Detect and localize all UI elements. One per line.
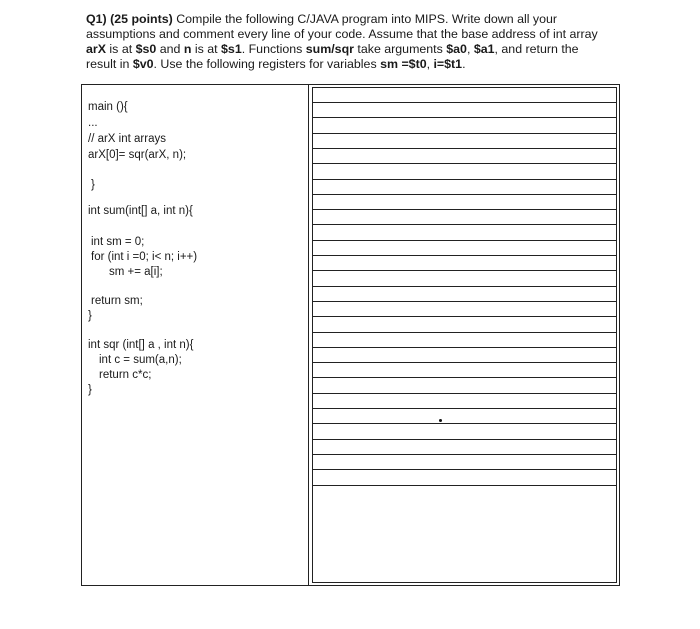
answer-rule-line	[313, 179, 616, 180]
code-line: // arX int arrays	[88, 133, 166, 145]
code-line: return c*c;	[99, 369, 152, 381]
code-line: return sm;	[91, 295, 143, 307]
answer-rule-line	[313, 286, 616, 287]
answer-rule-line	[313, 377, 616, 378]
answer-rule-line	[313, 439, 616, 440]
code-line: arX[0]= sqr(arX, n);	[88, 149, 187, 161]
question-line-2: assumptions and comment every line of your code. Assume that the base address of int array	[86, 27, 598, 41]
answer-rule-line	[313, 469, 616, 470]
question-label: Q1) (25 points)	[86, 12, 173, 26]
code-line: int sum(int[] a, int n){	[88, 205, 193, 217]
answer-rule-line	[313, 224, 616, 225]
answer-lines-box	[312, 87, 617, 583]
question-line-4: result in $v0. Use the following registers for variables sm =$t0, i=$t1.	[86, 57, 466, 71]
answer-column	[309, 85, 618, 585]
answer-rule-line	[313, 347, 616, 348]
code-line: main (){	[88, 101, 128, 113]
answer-rule-line	[313, 148, 616, 149]
code-line: int c = sum(a,n);	[99, 354, 182, 366]
answer-rule-line	[313, 163, 616, 164]
answer-rule-line	[313, 393, 616, 394]
code-line: }	[91, 179, 95, 191]
answer-rule-line	[313, 332, 616, 333]
answer-rule-line	[313, 255, 616, 256]
question-line-3: arX is at $s0 and n is at $s1. Functions sum/sqr take arguments $a0, $a1, and return the	[86, 42, 579, 56]
answer-rule-line	[313, 102, 616, 103]
code-line: for (int i =0; i< n; i++)	[91, 251, 198, 263]
answer-rule-line	[313, 485, 616, 486]
answer-rule-line	[313, 408, 616, 409]
code-line: }	[88, 310, 92, 322]
answer-rule-line	[313, 362, 616, 363]
answer-rule-line	[313, 301, 616, 302]
code-line: ...	[88, 117, 98, 129]
code-line: sm += a[i];	[109, 266, 163, 278]
answer-rule-line	[313, 270, 616, 271]
answer-rule-line	[313, 240, 616, 241]
answer-rule-line	[313, 316, 616, 317]
code-line: }	[88, 384, 92, 396]
question-line-1: Q1) (25 points) Compile the following C/JAVA program into MIPS. Write down all your	[86, 12, 558, 26]
stray-dot	[439, 419, 442, 422]
answer-rule-line	[313, 454, 616, 455]
code-line: int sqr (int[] a , int n){	[88, 339, 194, 351]
code-line: int sm = 0;	[91, 236, 145, 248]
code-column	[82, 85, 309, 585]
answer-rule-line	[313, 423, 616, 424]
answer-rule-line	[313, 194, 616, 195]
answer-rule-line	[313, 117, 616, 118]
answer-rule-line	[313, 133, 616, 134]
answer-rule-line	[313, 209, 616, 210]
question-text	[86, 12, 618, 72]
worksheet-table	[81, 84, 620, 586]
